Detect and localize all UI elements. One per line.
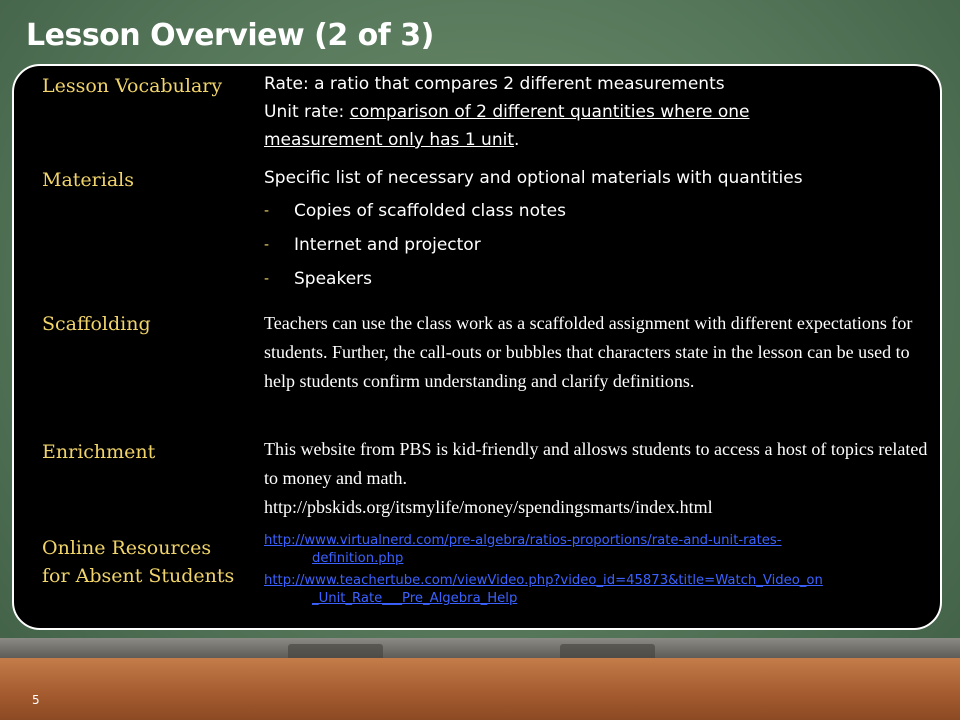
virtualnerd-link[interactable] — [264, 532, 932, 568]
chalk-ledge — [0, 638, 960, 658]
online-resources-label-line2: for Absent Students — [42, 565, 235, 587]
materials-item — [264, 194, 932, 228]
unit-rate-period: . — [513, 130, 520, 150]
materials-list — [264, 194, 932, 296]
link-line: _Unit_Rate___Pre_Algebra_Help — [312, 591, 518, 606]
online-resources-links — [264, 532, 932, 608]
materials-item — [264, 262, 932, 296]
materials-item-text: Internet and projector — [294, 235, 481, 255]
enrichment-content — [264, 435, 932, 522]
materials-intro: Specific list of necessary and optional materials with quantities — [264, 168, 803, 188]
materials-item-text: Speakers — [294, 269, 373, 289]
unit-rate-text-1: comparison of 2 different quantities where one — [349, 102, 750, 122]
rate-definition: Rate: a ratio that compares 2 different measurements — [264, 74, 725, 94]
materials-label: Materials — [42, 169, 134, 191]
teachertube-link[interactable] — [264, 572, 932, 608]
dash-bullet: - — [264, 271, 270, 287]
materials-item-text: Copies of scaffolded class notes — [294, 201, 566, 221]
unit-rate-prefix: Unit rate: — [264, 102, 350, 122]
online-resources-label-line1: Online Resources — [42, 537, 212, 559]
link-line: http://www.teachertube.com/viewVideo.php?video_id=45873&title=Watch_Video_on — [264, 573, 823, 588]
enrichment-text: This website from PBS is kid-friendly and allosws students to access a host of topics related to money and math. — [264, 439, 928, 488]
scaffolding-text: Teachers can use the class work as a scaffolded assignment with different expectations for students. Further, the call-outs or bubbles that characters state in the lesson can be used to help students confirm understanding and clarify definitions. — [264, 313, 913, 391]
wood-floor — [0, 658, 960, 720]
enrichment-url: http://pbskids.org/itsmylife/money/spendingsmarts/index.html — [264, 497, 713, 517]
online-resources-label — [42, 534, 234, 590]
link-line: http://www.virtualnerd.com/pre-algebra/ratios-proportions/rate-and-unit-rates- — [264, 533, 782, 548]
unit-rate-continued — [264, 126, 932, 154]
slide-number: 5 — [32, 693, 40, 707]
enrichment-label: Enrichment — [42, 441, 156, 463]
vocabulary-label: Lesson Vocabulary — [42, 75, 223, 97]
dash-bullet: - — [264, 203, 270, 219]
vocabulary-content — [264, 70, 932, 154]
link-line: definition.php — [312, 551, 404, 566]
dash-bullet: - — [264, 237, 270, 253]
unit-rate-definition — [264, 98, 932, 126]
slide-title: Lesson Overview (2 of 3) — [26, 18, 434, 53]
materials-item — [264, 228, 932, 262]
scaffolding-label: Scaffolding — [42, 313, 151, 335]
materials-content — [264, 164, 932, 296]
unit-rate-text-2: measurement only has 1 unit — [264, 130, 514, 150]
content-panel — [12, 64, 942, 630]
